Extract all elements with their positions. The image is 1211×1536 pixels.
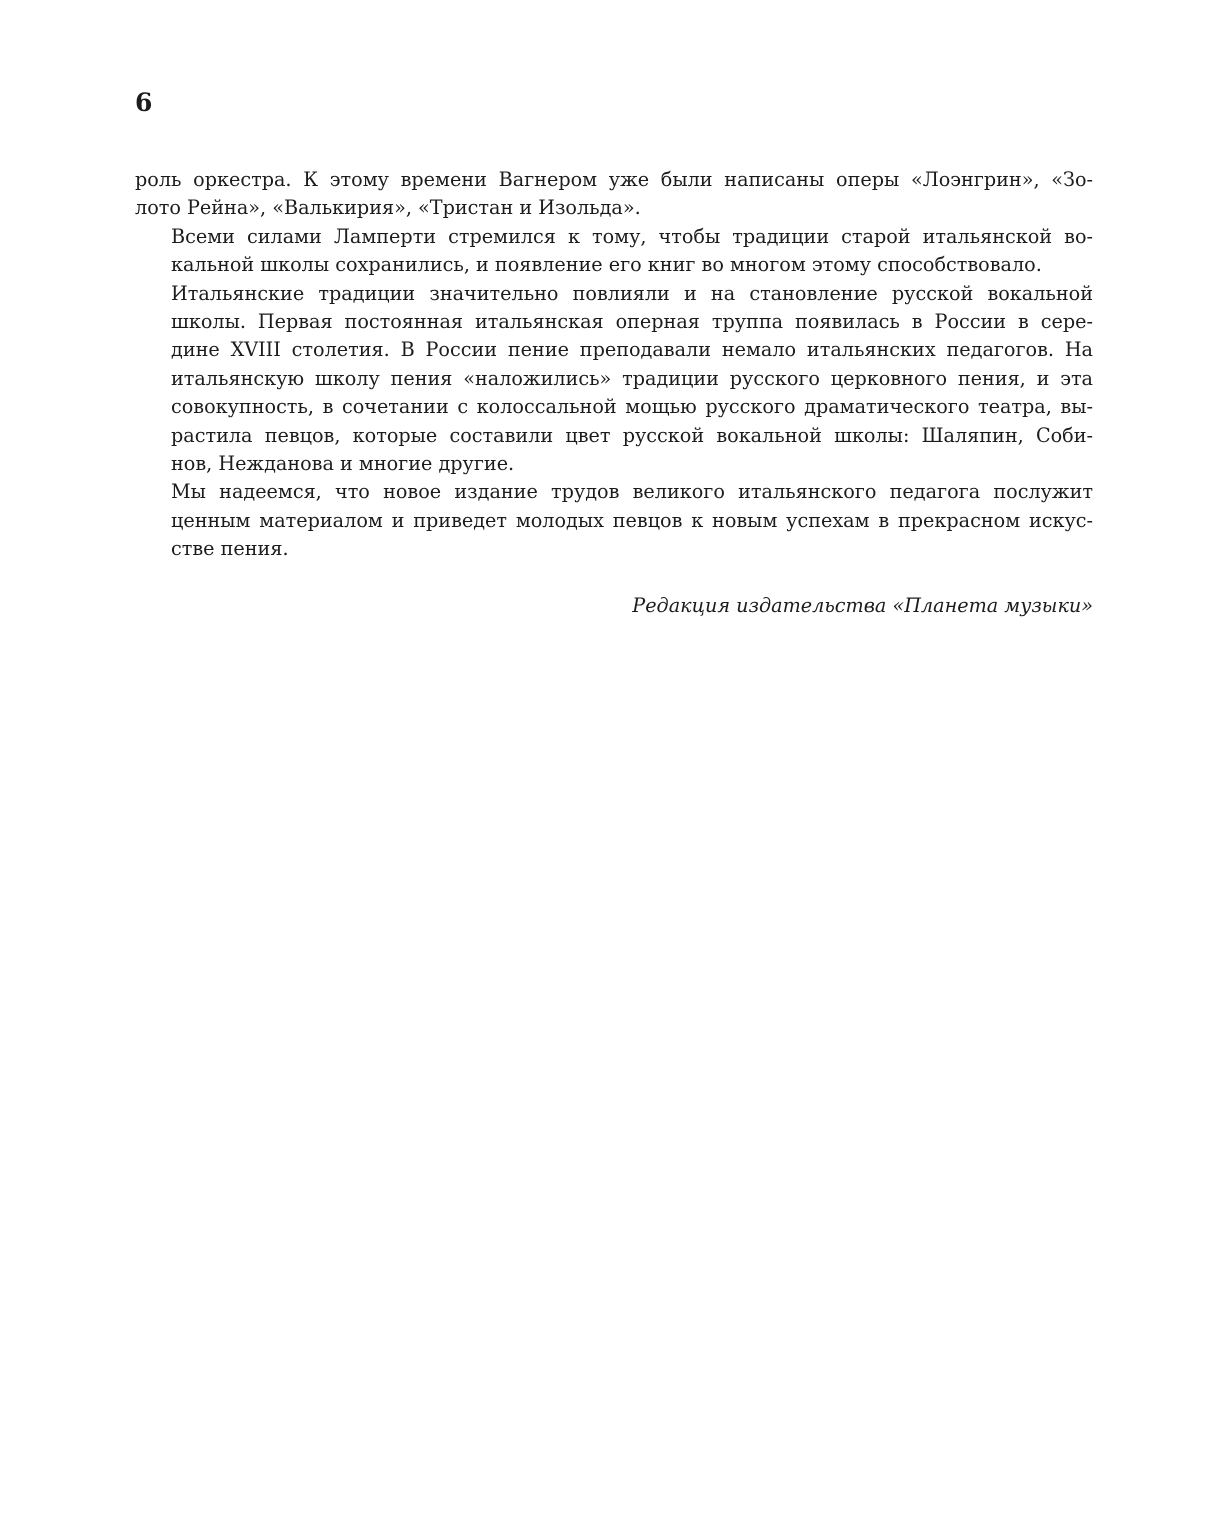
text-line: Мы надеемся, что новое издание трудов великого итальянского педагога послужит [171, 480, 1093, 504]
paragraph-3 [135, 280, 1093, 479]
page-number: 6 [135, 88, 153, 117]
body-text [135, 166, 1093, 564]
paragraph-1 [135, 166, 1093, 223]
text-line: Всеми силами Ламперти стремился к тому, чтобы традиции старой итальянской во- [171, 224, 1093, 248]
publisher-signature: Редакция издательства «Планета музыки» [632, 594, 1093, 617]
text-line: совокупность, в сочетании с колоссальной мощью русского драматического театра, вы- [171, 395, 1093, 419]
text-line: растила певцов, которые составили цвет русской вокальной школы: Шаляпин, Соби- [171, 423, 1093, 447]
text-line: кальной школы сохранились, и появление его книг во многом этому способствовало. [171, 253, 1042, 277]
text-line: дине XVIII столетия. В России пение преподавали немало итальянских педагогов. На [171, 338, 1093, 362]
text-line: итальянскую школу пения «наложились» традиции русского церковного пения, и эта [171, 366, 1093, 390]
text-line: роль оркестра. К этому времени Вагнером уже были написаны оперы «Лоэнгрин», «Зо- [135, 168, 1093, 191]
text-line: Итальянские традиции значительно повлияли и на становление русской вокальной [171, 281, 1093, 305]
text-line: ценным материалом и приведет молодых певцов к новым успехам в прекрасном искус- [171, 508, 1093, 532]
text-line: нов, Нежданова и многие другие. [171, 452, 515, 476]
text-line: лото Рейна», «Валькирия», «Тристан и Изольда». [135, 196, 641, 220]
text-line: стве пения. [171, 537, 289, 561]
text-line: школы. Первая постоянная итальянская оперная труппа появилась в России в сере- [171, 310, 1093, 334]
paragraph-4 [135, 478, 1093, 563]
paragraph-2 [135, 223, 1093, 280]
